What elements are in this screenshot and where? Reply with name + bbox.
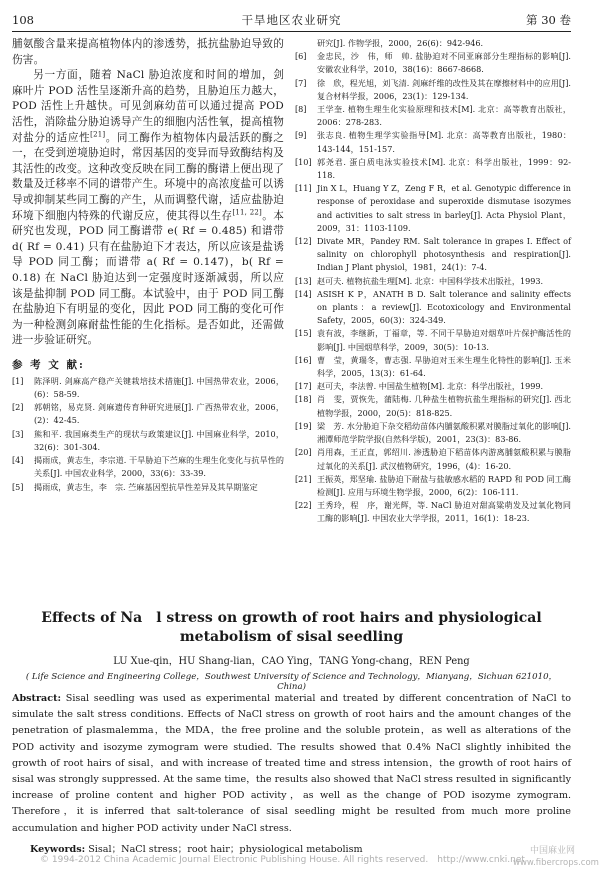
reference-text: 王学奎. 植物生理生化实验原理和技术[M]. 北京：高等教育出版社，2006：278-283.: [317, 104, 571, 128]
para2-text-b: 。同工酶作为植物体内最活跃的酶之一，在受到逆境胁迫时，常因基因的变异而导致酶结构及其活性的改变。这种改变反映在同工酶的酶谱上便出现了数量及迁移率不同的谱带产生。环境中的高浓度盐可以诱导或抑制某些同工酶的产生，从而调整代谢，适应盐胁迫环境下细胞内特殊的代谢反应，使其得以生存: [12, 131, 284, 222]
reference-list-left: [12, 375, 284, 494]
citation-11-22: [11, 22]: [232, 208, 262, 216]
reference-text: 金忠民，沙 伟，师 帅. 盐胁迫对不同亚麻部分生理指标的影响[J]. 安徽农业科学，2010，38(16)：8667-8668.: [317, 51, 571, 75]
references-heading: 参 考 文 献:: [12, 358, 85, 371]
reference-text: 陈泽明. 剑麻高产稳产关键栽培技术措施[J]. 中国热带农业，2006，(6)：58-59.: [34, 375, 284, 400]
english-authors: LU Xue-qin，HU Shang-lian，CAO Ying，TANG Yong-chang，REN Peng: [113, 656, 470, 667]
reference-number: [8]: [295, 104, 307, 115]
english-title-line-1: Effects of Na l stress on growth of root hairs and physiological: [41, 610, 542, 626]
reference-item: [12, 481, 284, 494]
reference-item: [295, 129, 571, 155]
reference-item: [295, 77, 571, 103]
running-header: [12, 9, 571, 32]
reference-text: 张志良. 植物生理学实验指导[M]. 北京：高等教育出版社，1980：143-144，151-157.: [317, 130, 571, 154]
reference-item: [295, 103, 571, 129]
page-number: 108: [12, 13, 34, 27]
reference-number: [22]: [295, 500, 312, 511]
copyright-footer: © 1994-2012 China Academic Journal Electronic Publishing House. All rights reserved. http://www.cnki.net: [40, 855, 525, 865]
reference-number: [4]: [12, 455, 24, 466]
reference-text: 揭雨成，黄志生，李宗道. 干旱胁迫下苎麻的生理生化变化与抗旱性的关系[J]. 中国农业科学，2000，33(6)：33-39.: [34, 455, 284, 479]
reference-text: 梁 芳. 水分胁迫下杂交稻幼苗体内脯氨酸积累对膜脂过氧化的影响[J]. 湘潭师范学院学报(自然科学版)，2001，23(3)：83-86.: [317, 420, 571, 445]
watermark-line-1: 中国麻业网: [529, 846, 575, 856]
reference-item: [295, 354, 571, 380]
abstract-text: Sisal seedling was used as experimental material and treated by different concentration of NaCl to simulate the salt stress conditions. Effects of NaCl stress on growth of root hairs and the amount changes of the penetration of plasmalemma，the MDA，the free proline and the soluble protein，as well as alterations of the POD activity and isozyme zymogram were studied. The results showed that 0.4% NaCl slightly inhibited the growth of root hairs of sisal，and with increase of treated time and stress intension，the growth of root hairs of sisal was strongly suppressed. At the same time，the results also showed that NaCl stress resulted in significantly increase of proline content and higher POD activity，as well as the change of POD isozyme zymogram. Therefore，it is inferred that salt-tolerance of sisal seedling might be resulted from much more proline accumulation and higher POD activity under NaCl stress.: [12, 693, 571, 834]
reference-item: [12, 375, 284, 401]
volume-label: 第 30 卷: [526, 13, 571, 27]
watermark-line-2: www.fibercrops.com: [513, 858, 599, 868]
reference-number: [295, 37, 317, 50]
reference-text: 熊和平. 我国麻类生产的现状与政策建议[J]. 中国麻业科学，2010，32(6)：301-304.: [34, 428, 284, 452]
keywords-label: Keywords:: [30, 844, 86, 855]
english-abstract: [12, 691, 571, 837]
reference-text: ASISH K P，ANATH B D. Salt tolerance and salinity effects on plants：a review[J]. Ecotoxicology and Environmental Safety，2005，60(3)：324-349.: [317, 288, 571, 326]
reference-number: [12]: [295, 236, 312, 247]
reference-text: 赵可夫，李法曾. 中国盐生植物[M]. 北京：科学出版社，1999.: [317, 381, 544, 392]
reference-item: [295, 380, 571, 393]
left-column: [12, 37, 284, 494]
reference-item: [295, 156, 571, 182]
reference-number: [10]: [295, 156, 312, 167]
reference-text: 赵可夫. 植物抗盐生理[M]. 北京：中国科学技术出版社，1993.: [317, 275, 544, 286]
reference-number: [6]: [295, 51, 307, 62]
reference-text: Jin X L，Huang Y Z，Zeng F R，et al. Genotypic difference in response of peroxidase and superoxide dismutase isozymes and activities to salt stress in barley[J]. Acta Physiol Plant，2009，31：1103-1109.: [317, 183, 571, 233]
reference-item: [295, 327, 571, 353]
english-title-line-2: metabolism of sisal seedling: [179, 629, 404, 645]
reference-item: [295, 50, 571, 76]
reference-number: [19]: [295, 420, 312, 431]
reference-number: [21]: [295, 473, 312, 484]
reference-number: [9]: [295, 130, 307, 141]
para2-text-c: 。本研究也发现，POD 同工酶谱带 e( Rf = 0.485) 和谱带 d( Rf = 0.41) 只有在盐胁迫下才表达，所以应该是盐诱导 POD 同工酶；而谱带 a( Rf = 0.147)，b( Rf = 0.18) 在 NaCl 胁迫达到一定强度时逐渐减弱，所以应该是盐抑制 POD 同工酶。本试验中，由于 POD 同工酶在盐胁迫下有明显的变化，因此 POD 同工酶的变化可作为一种检测剑麻耐盐性能的生化指标。是否如此，还需做进一步验证研究。: [12, 209, 285, 347]
reference-item: [295, 37, 571, 50]
reference-text: 曹 莹，黄瑞冬，曹志强. 旱胁迫对玉米生理生化特性的影响[J]. 玉米科学，2005，13(3)：61-64.: [317, 354, 571, 379]
reference-number: [13]: [295, 275, 312, 286]
reference-number: [1]: [12, 375, 24, 386]
reference-number: [11]: [295, 183, 312, 194]
reference-item: [295, 499, 571, 525]
reference-text: 郭尧君. 蛋白质电泳实验技术[M]. 北京：科学出版社，1999：92-118.: [317, 156, 571, 181]
reference-number: [5]: [12, 481, 24, 492]
reference-number: [20]: [295, 447, 312, 458]
reference-text: 王振英，郑坚瑜. 盐胁迫下耐盐与盐敏感水稻的 RAPD 和 POD 同工酶检测[J]. 应用与环境生物学报，2000，6(2)：106-111.: [317, 473, 571, 497]
reference-number: [15]: [295, 328, 312, 339]
reference-item: [12, 401, 284, 427]
english-title: [40, 609, 543, 647]
reference-number: [3]: [12, 428, 24, 439]
reference-item: [12, 428, 284, 454]
right-column: [295, 37, 571, 526]
reference-item: [12, 454, 284, 480]
reference-item: [295, 235, 571, 275]
reference-item: [295, 288, 571, 328]
reference-number: [17]: [295, 381, 312, 392]
reference-text: 袁有波，李继新，丁福章，等. 不同干旱胁迫对烟草叶片保护酶活性的影响[J]. 中国烟草科学，2009，30(5)：10-13.: [317, 328, 571, 352]
reference-item: [295, 420, 571, 446]
reference-item: [295, 473, 571, 499]
para2-text-a: 另一方面，随着 NaCl 胁迫浓度和时间的增加，剑麻叶片 POD 活性呈逐渐升高的趋势，且胁迫压力越大，POD 活性上升越快。可见剑麻幼苗可以通过提高 POD 活性，消除盐分胁迫诱导产生的细胞内活性氧，提高植物对盐分的适应性: [12, 69, 284, 144]
reference-text: Divate MR，Pandey RM. Salt tolerance in grapes I. Effect of salinity on chlorophyll photosynthesis and respiration[J]. Indian J Plant physiol，1981，24(1)：7-4.: [317, 236, 571, 273]
reference-number: [18]: [295, 394, 312, 405]
reference-text: 揭雨成，黄志生，李 宗. 苎麻基因型抗旱性差异及其旱期鉴定: [34, 481, 258, 492]
reference-item: [295, 446, 571, 472]
site-watermark: [513, 846, 599, 870]
reference-number: [14]: [295, 288, 312, 299]
reference-item: [295, 275, 571, 288]
abstract-label: Abstract:: [12, 693, 62, 704]
reference-number: [16]: [295, 354, 312, 365]
reference-text: 徐 欣，程光旭，刘飞清. 剑麻纤维的改性及其在摩擦材料中的应用[J]. 复合材料学报，2006，23(1)：129-134.: [317, 77, 571, 101]
citation-21: [21]: [90, 130, 106, 139]
keywords-text: Sisal；NaCl stress；root hair；physiological metabolism: [88, 844, 363, 855]
reference-item: [295, 393, 571, 419]
reference-text: 王秀玲，程 序，谢光辉，等. NaCl 胁迫对甜高粱萌发及过氧化物同工酶的影响[J]. 中国农业大学学报，2011，16(1)：18-23.: [317, 500, 571, 524]
reference-text: 郭朝铭，易克贤. 剑麻遗传育种研究进展[J]. 广西热带农业，2006，(2)：42-45.: [34, 402, 284, 426]
reference-text: 研究[J]. 作物学报，2000，26(6)：942-946.: [317, 38, 484, 48]
body-paragraph-2: [12, 68, 284, 349]
reference-text: 肖 雯，贾恢先，蒲陆梅. 几种盐生植物抗盐生理指标的研究[J]. 西北植物学报，2000，20(5)：818-825.: [317, 394, 571, 418]
journal-title: 干旱地区农业研究: [241, 13, 342, 27]
reference-number: [7]: [295, 77, 307, 88]
reference-text: 肖用森，王正直，郭绍川. 渗透胁迫下稻苗体内游离脯氨酸积累与膜脂过氧化的关系[J]. 武汉植物研究，1996，(4)：16-20.: [317, 447, 571, 471]
reference-item: [295, 182, 571, 235]
reference-list-right: [295, 37, 571, 526]
reference-number: [2]: [12, 402, 24, 413]
english-affiliation: ( Life Science and Engineering College，Southwest University of Science and Technology，Mianyang，Sichuan 621010，China): [25, 672, 558, 692]
body-paragraph-1: 脯氨酸含量来提高植物体内的渗透势，抵抗盐胁迫导致的伤害。: [12, 38, 284, 66]
